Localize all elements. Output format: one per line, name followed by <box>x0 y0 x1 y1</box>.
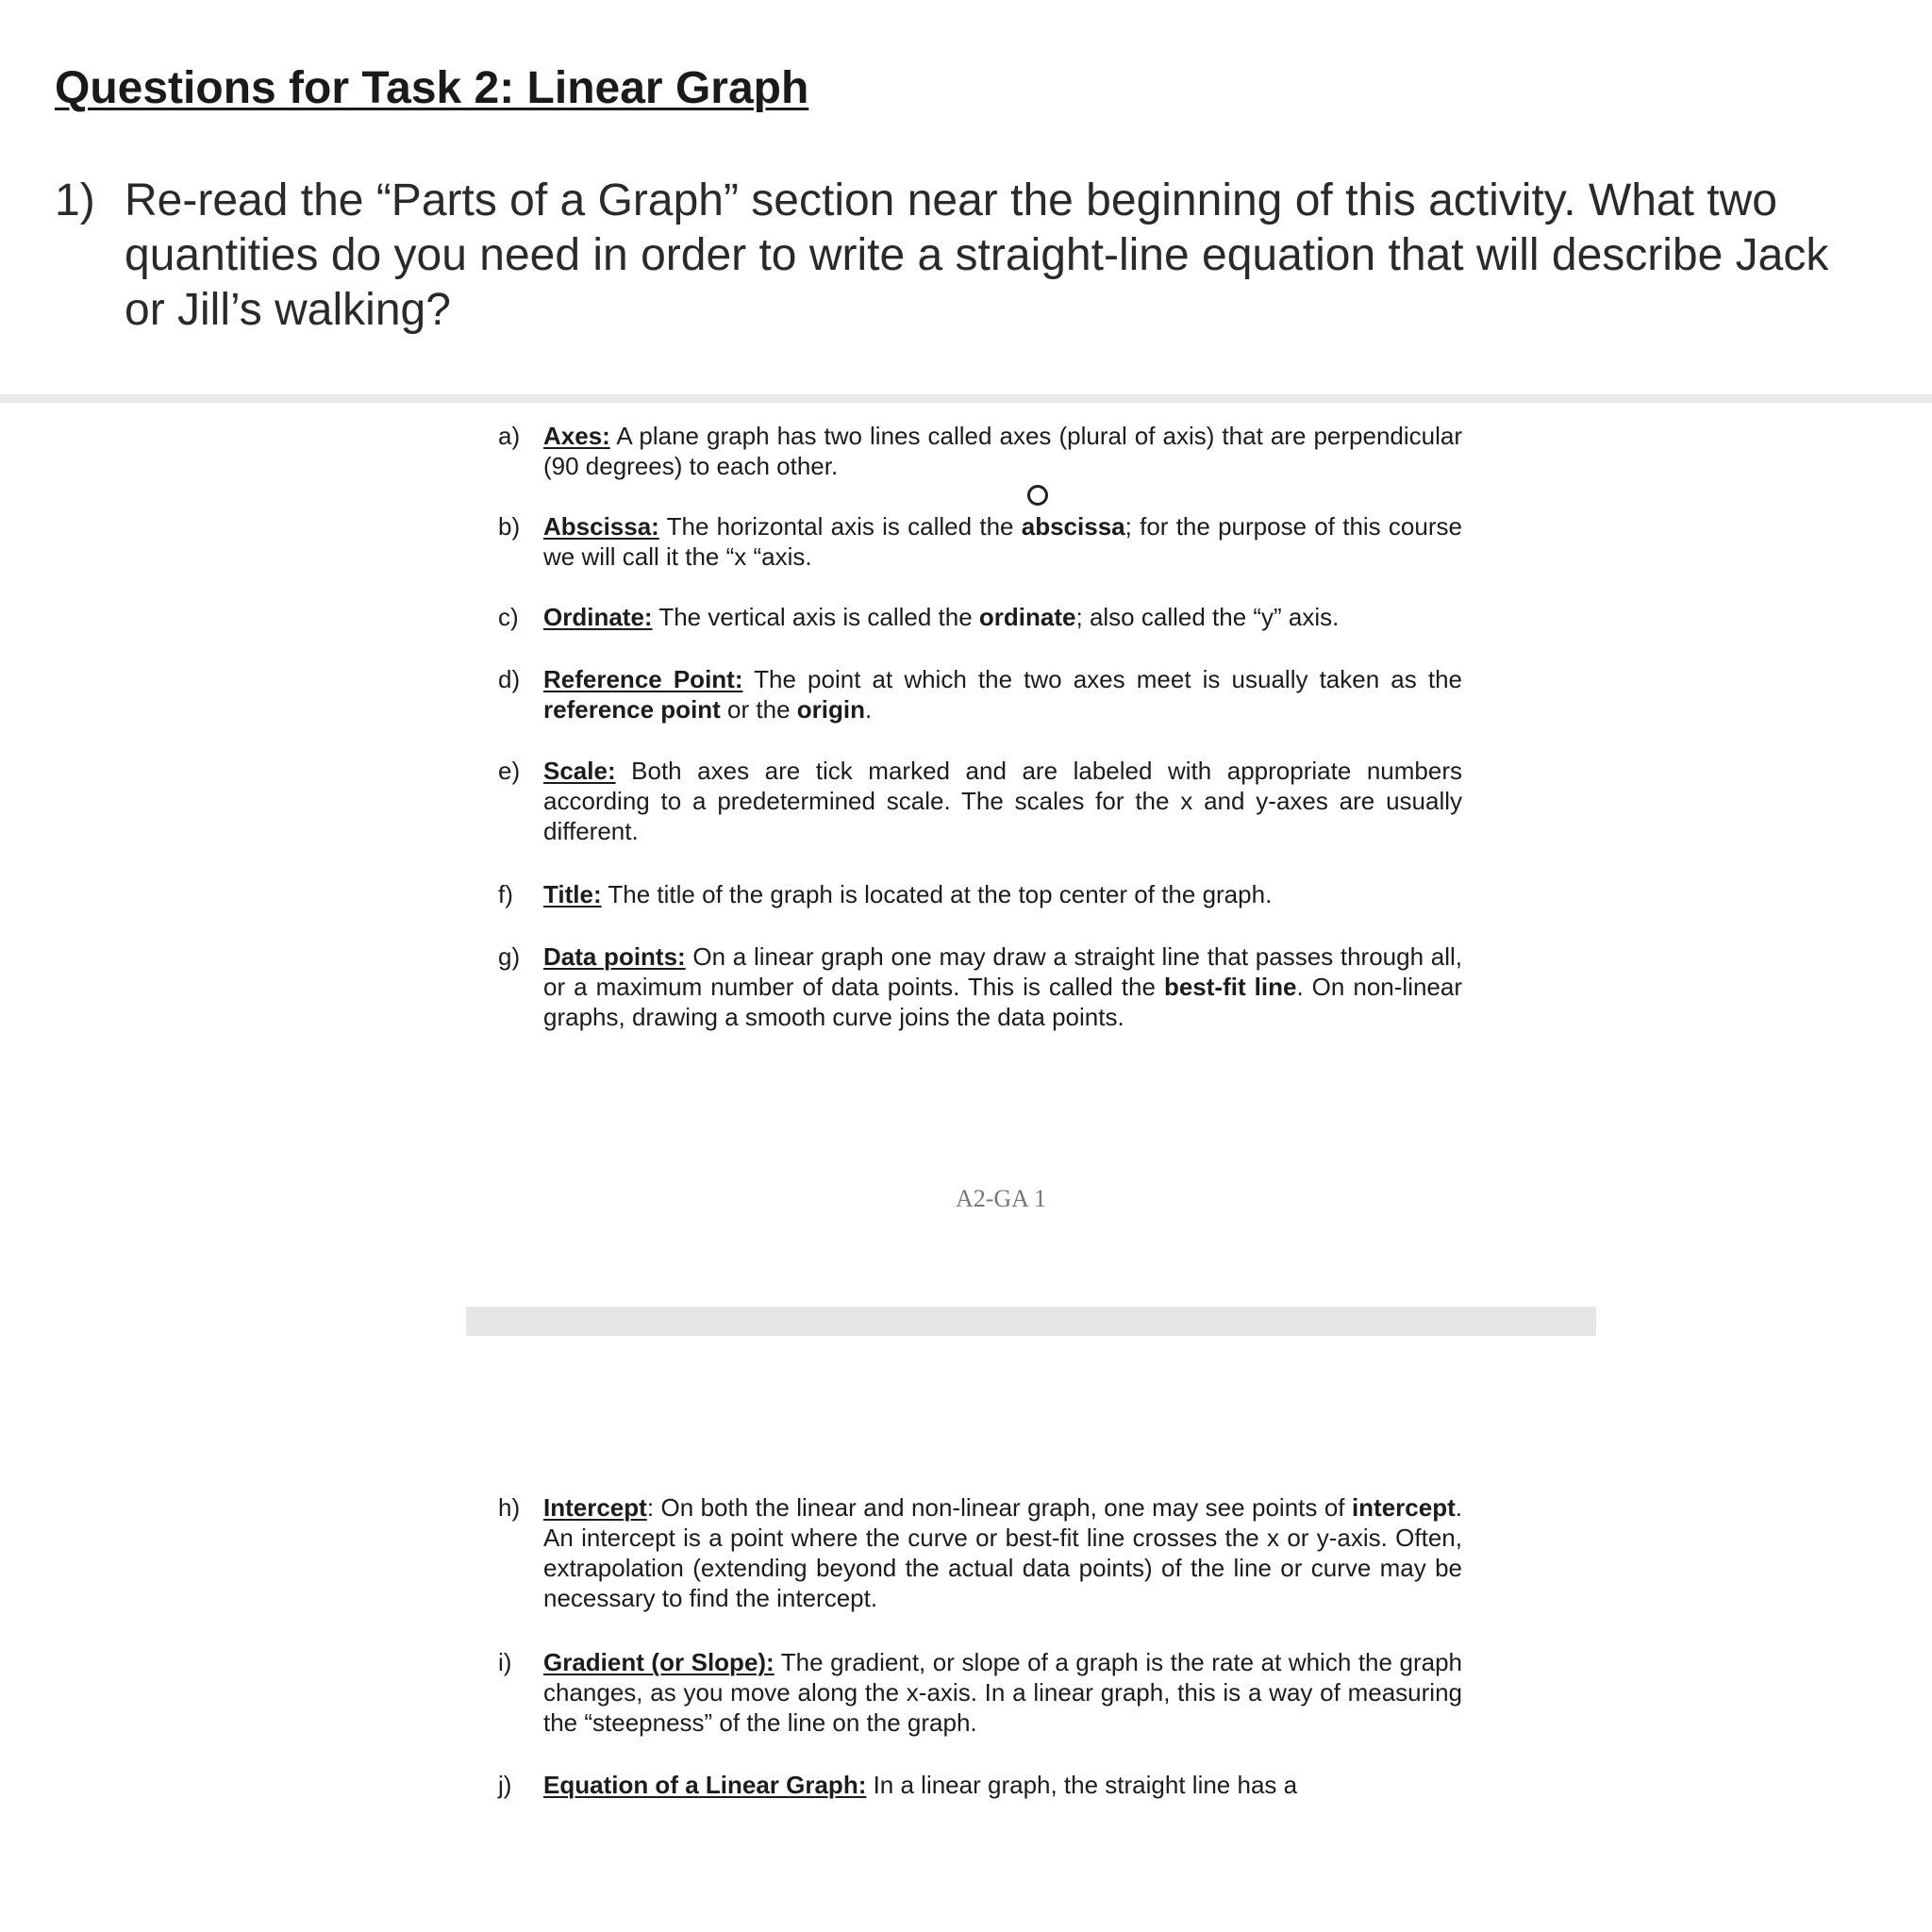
item-bold: origin <box>796 695 865 724</box>
item-bold: best-fit line <box>1163 973 1297 1001</box>
page-divider-middle <box>466 1307 1596 1336</box>
item-text: The horizontal axis is called the <box>658 512 1022 541</box>
item-label: e) <box>498 757 521 785</box>
item-text: Both axes are tick marked and are labeled with appropriate numbers according to a predetermined scale. The scales for the x and y-axes are usually different. <box>543 757 1462 845</box>
page-footer: A2-GA 1 <box>955 1185 1047 1212</box>
item-bold: ordinate <box>978 603 1076 631</box>
item-label: i) <box>498 1648 512 1676</box>
item-text: : On both the linear and non-linear graph, one may see points of <box>646 1493 1352 1522</box>
item-text: . On non-linear graphs, drawing a smooth curve joins the data points. <box>543 973 1463 1031</box>
item-text: . An intercept is a point where the curve or best-fit line crosses the x or y-axis. Often, extrapolation (extending beyond the actual data points) of the line or curve may be necessary to find the intercept. <box>543 1493 1462 1612</box>
term-title: Title: <box>543 880 602 908</box>
item-label: a) <box>498 422 521 450</box>
item-text: The title of the graph is located at the top center of the graph. <box>601 880 1273 908</box>
item-label: g) <box>498 942 521 971</box>
definition-ordinate <box>498 602 1462 632</box>
page-divider-top <box>0 394 1932 403</box>
question-1 <box>55 174 1847 338</box>
definition-title <box>498 879 1462 909</box>
term-scale: Scale: <box>543 757 616 785</box>
item-text: In a linear graph, the straight line has a <box>866 1771 1298 1799</box>
term-reference-point: Reference Point: <box>543 665 743 693</box>
item-text: On a linear graph one may draw a straight line that passes through all, or a maximum number of data points. This is called the <box>543 942 1462 1001</box>
definition-data-points <box>498 941 1462 1032</box>
item-bold: intercept <box>1351 1493 1456 1522</box>
item-label: c) <box>498 603 519 631</box>
item-text: ; also called the “y” axis. <box>1075 603 1340 631</box>
term-gradient: Gradient (or Slope): <box>543 1648 774 1676</box>
question-number: 1) <box>55 175 95 225</box>
term-ordinate: Ordinate: <box>543 603 653 631</box>
item-label: f) <box>498 880 513 908</box>
item-text: or the <box>720 695 797 724</box>
item-bold: abscissa <box>1021 512 1125 541</box>
term-abscissa: Abscissa: <box>543 512 659 541</box>
definition-reference-point <box>498 664 1462 724</box>
cursor-circle-icon <box>1027 485 1048 506</box>
definition-gradient <box>498 1647 1462 1738</box>
item-text: The gradient, or slope of a graph is the rate at which the graph changes, as you move along the x-axis. In a linear graph, this is a way of measuring the “steepness” of the line on the graph. <box>543 1648 1462 1737</box>
question-text: Re-read the “Parts of a Graph” section near the beginning of this activity. What two quantities do you need in order to write a straight-line equation that will describe Jack or Jill’s walking? <box>125 175 1829 335</box>
definition-abscissa <box>498 511 1462 572</box>
definition-intercept <box>498 1492 1462 1613</box>
term-data-points: Data points: <box>543 942 686 971</box>
term-intercept: Intercept <box>543 1493 647 1522</box>
item-text: ; for the purpose of this course we will call it the “x “axis. <box>543 512 1462 571</box>
term-equation-linear-graph: Equation of a Linear Graph: <box>543 1771 867 1799</box>
item-label: b) <box>498 512 521 541</box>
item-text: The vertical axis is called the <box>652 603 979 631</box>
item-text: The point at which the two axes meet is usually taken as the <box>742 665 1462 693</box>
item-label: d) <box>498 665 521 693</box>
term-axes: Axes: <box>543 422 610 450</box>
definition-scale <box>498 756 1462 846</box>
page-heading: Questions for Task 2: Linear Graph <box>55 63 809 113</box>
item-text: . <box>864 695 873 724</box>
item-label: j) <box>498 1771 512 1799</box>
item-bold: reference point <box>543 695 721 724</box>
item-text: A plane graph has two lines called axes (plural of axis) that are perpendicular (90 degrees) to each other. <box>543 422 1462 480</box>
item-label: h) <box>498 1493 521 1522</box>
definition-equation-linear-graph <box>498 1770 1462 1800</box>
definition-axes <box>498 421 1462 481</box>
